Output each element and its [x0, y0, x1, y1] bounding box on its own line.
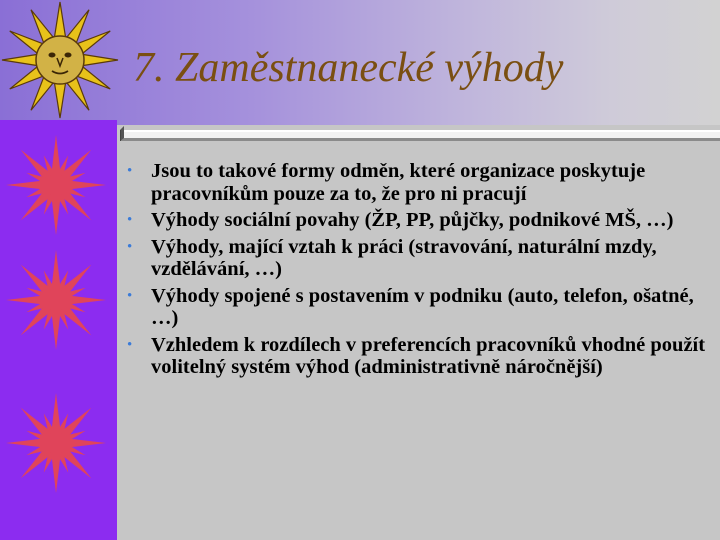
bullet-text: Jsou to takové formy odměn, které organizace poskytuje pracovníkům pouze za to, že pro ni pracují	[151, 160, 646, 205]
bullet-marker: •	[127, 163, 133, 179]
bullet-marker: •	[127, 287, 133, 304]
list-item	[127, 160, 717, 205]
bullet-marker: •	[127, 336, 133, 353]
bullet-marker: •	[127, 238, 133, 255]
starburst-icon	[0, 245, 117, 355]
list-item	[127, 236, 717, 281]
title-underline	[120, 126, 720, 144]
starburst-icon	[0, 388, 117, 498]
bullet-marker: •	[127, 212, 133, 228]
starburst-icon	[0, 130, 117, 240]
bullet-list	[127, 160, 717, 383]
sun-face-icon	[0, 0, 120, 120]
bullet-text: Výhody sociální povahy (ŽP, PP, půjčky, podnikové MŠ, …)	[151, 209, 674, 231]
bullet-text: Vzhledem k rozdílech v preferencích pracovníků vhodné použít volitelný systém výhod (administrativně náročnější)	[151, 333, 706, 378]
list-item	[127, 285, 717, 330]
list-item	[127, 209, 717, 232]
list-item	[127, 334, 717, 379]
bullet-text: Výhody spojené s postavením v podniku (auto, telefon, ošatné, …)	[151, 284, 694, 329]
bullet-text: Výhody, mající vztah k práci (stravování, naturální mzdy, vzdělávání, …)	[151, 235, 657, 280]
slide-title: 7. Zaměstnanecké výhody	[133, 45, 564, 91]
